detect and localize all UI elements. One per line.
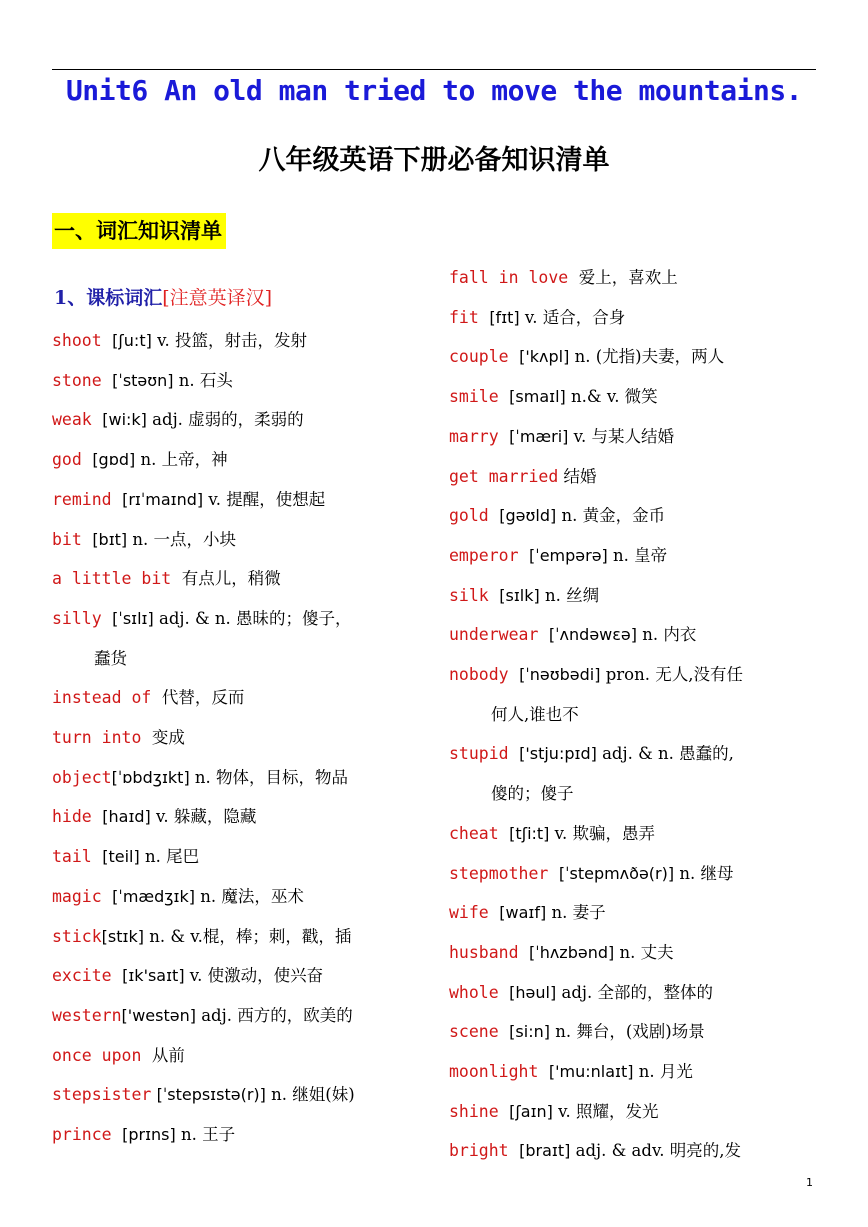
- vocab-word: object: [52, 767, 112, 787]
- vocab-definition: n. 一点，小块: [127, 529, 237, 549]
- vocab-word: tail: [52, 847, 92, 867]
- vocab-entry: [449, 1131, 741, 1171]
- vocab-definition: n. 继母: [674, 863, 734, 883]
- vocab-definition: adj. & n. 愚昧的；傻子，: [153, 608, 352, 628]
- vocab-word: excite: [52, 966, 112, 986]
- vocab-separator: [519, 943, 530, 962]
- vocab-phonetic: [smaɪl]: [509, 387, 566, 407]
- vocab-entry: [449, 298, 625, 338]
- vocab-phonetic: [ˈmæri]: [509, 426, 569, 446]
- vocab-entry: [52, 917, 351, 957]
- vocab-phonetic: [sɪlk]: [499, 585, 540, 605]
- vocab-word: once upon: [52, 1045, 142, 1065]
- vocab-word: stupid: [449, 744, 509, 764]
- header-rule: [52, 69, 816, 70]
- vocab-entry: [52, 559, 281, 599]
- vocab-word: stepmother: [449, 863, 549, 883]
- vocab-separator: [568, 268, 579, 287]
- vocab-phonetic: [ˈstəʊn]: [112, 370, 174, 390]
- vocab-entry: [449, 973, 713, 1013]
- vocab-definition-continued: 何人,谁也不: [491, 704, 579, 724]
- vocab-phonetic: ['stju:pɪd]: [519, 744, 597, 764]
- vocab-definition: n. 丝绸: [539, 585, 600, 605]
- vocab-word: bright: [449, 1141, 509, 1161]
- vocab-definition: pron. 无人,没有任: [600, 665, 743, 684]
- vocab-word: hide: [52, 807, 92, 827]
- vocab-phonetic: [gəʊld]: [499, 506, 557, 526]
- vocab-word: stick: [52, 926, 102, 946]
- vocab-separator: [112, 966, 123, 985]
- vocab-separator: [499, 824, 510, 843]
- vocab-entry: [449, 933, 674, 973]
- vocab-definition: n. 魔法，巫术: [194, 886, 304, 906]
- vocab-phonetic: [ʃu:t]: [112, 331, 152, 350]
- vocab-word: shine: [449, 1101, 499, 1121]
- vocab-entry: [52, 758, 348, 798]
- vocab-word: turn into: [52, 728, 142, 747]
- vocab-separator: [171, 569, 182, 588]
- vocab-entry: [52, 440, 228, 480]
- vocab-entry: [449, 457, 597, 497]
- vocab-word: nobody: [449, 665, 509, 684]
- vocab-separator: [489, 506, 500, 525]
- vocab-entry: [449, 576, 599, 616]
- subsection-note: [注意英译汉]: [162, 287, 273, 309]
- vocab-phonetic: ['kʌpl]: [519, 347, 570, 367]
- vocab-entry: [52, 361, 233, 401]
- page-subtitle: 八年级英语下册必备知识清单: [258, 145, 610, 176]
- vocab-separator: [499, 983, 510, 1002]
- vocab-word: scene: [449, 1022, 499, 1042]
- vocab-separator: [509, 347, 520, 366]
- vocab-definition: adj. 西方的，欧美的: [195, 1005, 353, 1025]
- vocab-separator: [499, 1102, 510, 1121]
- vocab-definition: n. & v.棍，棒；刺，戳，插: [143, 926, 352, 946]
- vocab-definition: 结婚: [563, 466, 597, 486]
- vocab-separator: [509, 744, 520, 763]
- vocab-word: magic: [52, 886, 102, 906]
- vocab-definition: adj. 全部的，整体的: [556, 982, 713, 1002]
- vocab-definition: 代替，反而: [161, 688, 245, 708]
- vocab-entry: [449, 854, 733, 894]
- vocab-definition: v. 投篮，射击，发射: [151, 331, 307, 350]
- vocab-definition: n. (尤指)夫妻，两人: [569, 347, 725, 367]
- vocab-entry: [449, 1092, 659, 1132]
- vocab-word: smile: [449, 387, 499, 407]
- vocab-entry: [449, 337, 724, 377]
- vocab-word: husband: [449, 942, 519, 962]
- vocab-entry: [52, 797, 256, 837]
- vocab-phonetic: [ˈstepsɪstə(r)]: [156, 1085, 266, 1105]
- vocab-word: silk: [449, 585, 489, 605]
- vocab-definition: v. 适合，合身: [519, 307, 626, 327]
- vocab-definition: v. 躲藏，隐藏: [150, 807, 257, 827]
- vocab-word: underwear: [449, 625, 539, 645]
- vocab-separator: [92, 847, 103, 866]
- vocab-word: shoot: [52, 331, 102, 350]
- vocab-word: stone: [52, 370, 102, 390]
- vocab-separator: [141, 1046, 152, 1065]
- vocab-word: get married: [449, 466, 559, 486]
- vocab-phonetic: [wi:k]: [102, 410, 147, 430]
- vocab-definition: adj. & adv. 明亮的,发: [570, 1141, 742, 1161]
- vocab-entry: [52, 1075, 355, 1115]
- vocab-definition: n. 物体，目标，物品: [189, 767, 349, 787]
- vocab-phonetic: [ˈnəʊbədi]: [519, 665, 601, 684]
- vocab-phonetic: [ɪk'saɪt]: [122, 966, 185, 986]
- vocab-definition-continued: 蠢货: [94, 648, 127, 668]
- vocab-entry: [52, 956, 323, 996]
- vocab-separator: [141, 728, 152, 747]
- vocab-separator: [112, 490, 123, 509]
- vocab-word: bit: [52, 529, 82, 549]
- vocab-word: western: [52, 1005, 122, 1025]
- vocab-entry: [52, 400, 304, 440]
- vocab-entry: [449, 814, 655, 854]
- vocab-entry: [52, 1036, 185, 1076]
- vocab-phonetic: [waɪf]: [499, 903, 547, 923]
- vocab-separator: [548, 864, 559, 883]
- vocab-phonetic: [ˈɒbdʒɪkt]: [111, 767, 190, 787]
- vocab-entry: [52, 837, 199, 877]
- vocab-phonetic: ['westən]: [121, 1005, 196, 1025]
- vocab-definition: n. 皇帝: [607, 545, 668, 565]
- vocab-separator: [509, 665, 520, 684]
- vocab-definition: n. 舞台，(戏剧)场景: [549, 1022, 705, 1042]
- vocab-word: silly: [52, 608, 102, 628]
- vocab-phonetic: [ˈhʌzbənd]: [529, 942, 615, 962]
- subsection-heading: [54, 283, 272, 313]
- vocab-phonetic: [si:n]: [509, 1022, 550, 1042]
- vocab-entry: [52, 718, 185, 758]
- vocab-definition: n. 月光: [633, 1062, 693, 1081]
- vocab-word: a little bit: [52, 569, 172, 589]
- vocab-word: moonlight: [449, 1062, 539, 1081]
- vocab-word: remind: [52, 489, 112, 509]
- vocab-word: stepsister: [52, 1085, 152, 1105]
- vocab-phonetic: [fɪt]: [489, 307, 520, 327]
- vocab-phonetic: [ˈʌndəwɛə]: [548, 625, 637, 645]
- vocab-entry: [449, 734, 734, 813]
- vocab-definition: n. 石头: [173, 370, 233, 390]
- vocab-word: wife: [449, 903, 489, 923]
- vocab-separator: [102, 371, 113, 390]
- vocab-phonetic: [haɪd]: [102, 807, 151, 827]
- vocab-entry: [449, 536, 667, 576]
- vocab-phonetic: [gɒd]: [92, 450, 136, 470]
- vocab-phonetic: [ˈsɪlɪ]: [112, 608, 154, 628]
- vocab-definition: v. 提醒，使想起: [203, 489, 326, 509]
- vocab-word: couple: [449, 347, 509, 367]
- vocab-separator: [489, 903, 500, 922]
- vocab-entry: [52, 321, 307, 361]
- vocab-phonetic: [bɪt]: [92, 529, 128, 549]
- vocab-definition: 变成: [151, 728, 185, 747]
- vocab-entry: [52, 996, 353, 1036]
- vocab-separator: [102, 609, 113, 628]
- vocab-separator: [499, 387, 510, 406]
- vocab-entry: [52, 678, 244, 718]
- vocab-entry: [449, 655, 743, 734]
- vocab-definition: n. 尾巴: [139, 847, 200, 867]
- vocab-phonetic: [prɪns]: [122, 1125, 176, 1144]
- vocab-entry: [449, 258, 678, 298]
- vocab-definition: 从前: [151, 1045, 185, 1065]
- vocab-entry: [52, 599, 352, 678]
- vocab-definition: n. 上帝，神: [135, 450, 228, 470]
- vocab-separator: [499, 427, 510, 446]
- vocab-word: fall in love: [449, 268, 569, 287]
- vocab-separator: [489, 586, 500, 605]
- vocab-word: whole: [449, 982, 499, 1002]
- vocab-word: prince: [52, 1125, 112, 1144]
- vocab-definition: v. 与某人结婚: [568, 426, 674, 446]
- vocab-entry: [52, 480, 325, 520]
- vocab-separator: [509, 1141, 520, 1160]
- vocab-definition: 有点儿，稍微: [181, 569, 281, 589]
- vocab-phonetic: [ˈempərə]: [529, 545, 608, 565]
- vocab-entry: [449, 1052, 693, 1092]
- vocab-separator: [479, 308, 490, 327]
- vocab-definition: 爱上，喜欢上: [578, 268, 678, 287]
- vocab-phonetic: [stɪk]: [101, 926, 144, 946]
- vocab-definition: n. 黄金，金币: [556, 506, 666, 526]
- vocab-entry: [449, 496, 665, 536]
- vocab-phonetic: [ˈstepmʌðə(r)]: [558, 863, 675, 883]
- vocab-separator: [151, 688, 162, 707]
- vocab-definition: v. 欺骗，愚弄: [549, 823, 656, 843]
- vocab-phonetic: [tʃi:t]: [509, 823, 550, 843]
- vocab-definition: n. 继姐(妹): [265, 1085, 355, 1105]
- vocab-separator: [112, 1125, 123, 1144]
- vocab-separator: [538, 1062, 549, 1081]
- vocab-entry: [52, 877, 304, 917]
- vocab-definition: n. 妻子: [546, 903, 606, 923]
- vocab-definition: n. 内衣: [636, 625, 697, 645]
- vocab-definition: v. 使激动，使兴奋: [184, 966, 324, 986]
- vocab-phonetic: [rɪˈmaɪnd]: [122, 489, 204, 509]
- vocab-phonetic: [braɪt]: [519, 1141, 571, 1161]
- vocab-separator: [538, 625, 549, 644]
- vocab-entry: [52, 520, 236, 560]
- vocab-definition: n.& v. 微笑: [565, 387, 658, 407]
- vocab-separator: [102, 887, 113, 906]
- vocab-separator: [92, 410, 103, 429]
- vocab-word: weak: [52, 410, 92, 430]
- vocab-word: marry: [449, 426, 499, 446]
- vocab-definition: n. 王子: [175, 1125, 236, 1144]
- subsection-label: 1、课标词汇: [54, 287, 163, 309]
- section-heading: 一、词汇知识清单: [52, 213, 226, 249]
- vocab-separator: [519, 546, 530, 565]
- vocab-entry: [52, 1115, 235, 1155]
- vocab-definition: n. 丈夫: [614, 942, 674, 962]
- vocab-word: instead of: [52, 688, 152, 708]
- vocab-word: god: [52, 450, 82, 470]
- vocab-definition-continued: 傻的；傻子: [491, 784, 574, 804]
- vocab-definition: v. 照耀，发光: [552, 1101, 659, 1121]
- vocab-phonetic: [həul]: [509, 982, 557, 1002]
- vocab-word: emperor: [449, 545, 519, 565]
- vocab-phonetic: [teil]: [102, 847, 140, 867]
- vocab-phonetic: ['mu:nlaɪt]: [548, 1062, 634, 1081]
- vocab-word: gold: [449, 506, 489, 526]
- vocab-word: cheat: [449, 823, 499, 843]
- vocab-separator: [92, 807, 103, 826]
- vocab-phonetic: [ˈmædʒɪk]: [112, 886, 195, 906]
- vocab-separator: [82, 450, 93, 469]
- page-number: 1: [806, 1176, 813, 1189]
- vocab-phonetic: [ʃaɪn]: [509, 1101, 553, 1121]
- vocab-separator: [102, 331, 113, 350]
- vocab-entry: [449, 417, 674, 457]
- vocab-separator: [499, 1022, 510, 1041]
- vocab-entry: [449, 1012, 705, 1052]
- page-title: Unit6 An old man tried to move the mountains.: [65, 74, 803, 107]
- vocab-entry: [449, 893, 606, 933]
- vocab-definition: adj. & n. 愚蠢的,: [596, 744, 734, 764]
- vocab-word: fit: [449, 307, 479, 327]
- vocab-entry: [449, 377, 658, 417]
- vocab-definition: adj. 虚弱的，柔弱的: [146, 410, 304, 430]
- vocab-separator: [82, 530, 93, 549]
- vocab-entry: [449, 615, 696, 655]
